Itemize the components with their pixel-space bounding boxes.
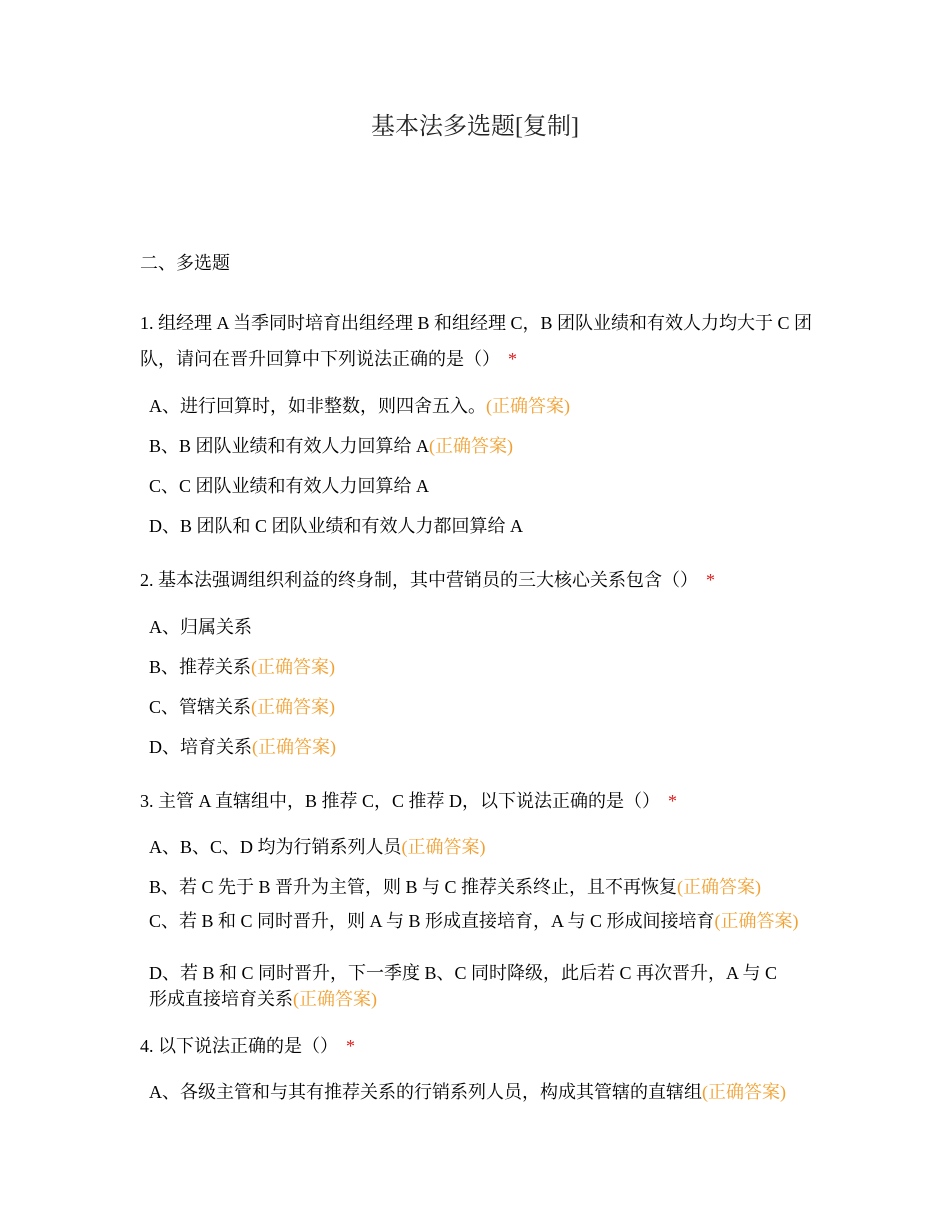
option-text: D、B 团队和 C 团队业绩和有效人力都回算给 A — [149, 516, 524, 536]
correct-answer-label: (正确答案) — [677, 877, 762, 897]
option-text: A、归属关系 — [149, 617, 252, 637]
option-text: B、B 团队业绩和有效人力回算给 A — [149, 436, 430, 456]
question-text: 1. 组经理 A 当季同时培育出组经理 B 和组经理 C，B 团队业绩和有效人力均大于 C 团队，请问在晋升回算中下列说法正确的是（） — [140, 313, 813, 369]
question-text: 4. 以下说法正确的是（） — [140, 1036, 338, 1056]
question-1-option-b[interactable] — [149, 433, 799, 459]
required-mark: * — [668, 791, 678, 811]
question-1-option-a[interactable] — [149, 393, 799, 419]
question-3-option-d[interactable] — [149, 960, 799, 1012]
correct-answer-label: (正确答案) — [429, 436, 514, 456]
correct-answer-label: (正确答案) — [714, 911, 799, 931]
question-2 — [140, 562, 820, 598]
required-mark: * — [346, 1036, 355, 1056]
required-mark: * — [706, 570, 715, 590]
option-text: A、进行回算时，如非整数，则四舍五入。 — [149, 396, 486, 416]
question-text: 3. 主管 A 直辖组中，B 推荐 C，C 推荐 D，以下说法正确的是（） — [140, 791, 661, 811]
question-2-option-d[interactable] — [149, 734, 799, 760]
question-4 — [140, 1028, 820, 1064]
question-2-option-b[interactable] — [149, 654, 799, 680]
correct-answer-label: (正确答案) — [293, 989, 377, 1009]
question-3-option-a[interactable] — [149, 834, 799, 860]
option-text: A、各级主管和与其有推荐关系的行销系列人员，构成其管辖的直辖组 — [149, 1082, 702, 1102]
option-text: B、推荐关系 — [149, 657, 252, 677]
option-text: C、管辖关系 — [149, 697, 252, 717]
document-title: 基本法多选题[复制] — [371, 114, 579, 140]
option-text: D、若 B 和 C 同时晋升，下一季度 B、C 同时降级，此后若 C 再次晋升，A 与 C 形成直接培育关系 — [149, 963, 778, 1009]
question-4-option-a[interactable] — [149, 1079, 799, 1105]
correct-answer-label: (正确答案) — [252, 737, 336, 757]
question-1-option-d[interactable] — [149, 513, 799, 539]
option-text: A、B、C、D 均为行销系列人员 — [149, 837, 402, 857]
question-2-option-a[interactable] — [149, 614, 799, 640]
correct-answer-label: (正确答案) — [702, 1082, 786, 1102]
question-text: 2. 基本法强调组织利益的终身制，其中营销员的三大核心关系包含（） — [140, 570, 698, 590]
required-mark: * — [508, 349, 517, 369]
question-2-option-c[interactable] — [149, 694, 799, 720]
option-text: D、培育关系 — [149, 737, 252, 757]
correct-answer-label: (正确答案) — [251, 697, 336, 717]
option-text: C、C 团队业绩和有效人力回算给 A — [149, 476, 430, 496]
question-1-option-c[interactable] — [149, 473, 799, 499]
question-3-option-b[interactable] — [149, 874, 799, 900]
section-heading: 二、多选题 — [140, 253, 230, 273]
option-text: B、若 C 先于 B 晋升为主管，则 B 与 C 推荐关系终止，且不再恢复 — [149, 877, 678, 897]
correct-answer-label: (正确答案) — [486, 396, 570, 416]
option-text: C、若 B 和 C 同时晋升，则 A 与 B 形成直接培育，A 与 C 形成间接培育 — [149, 911, 715, 931]
correct-answer-label: (正确答案) — [251, 657, 336, 677]
question-1 — [140, 305, 820, 377]
correct-answer-label: (正确答案) — [401, 837, 486, 857]
question-3 — [140, 783, 820, 819]
question-3-option-c[interactable] — [149, 908, 799, 934]
